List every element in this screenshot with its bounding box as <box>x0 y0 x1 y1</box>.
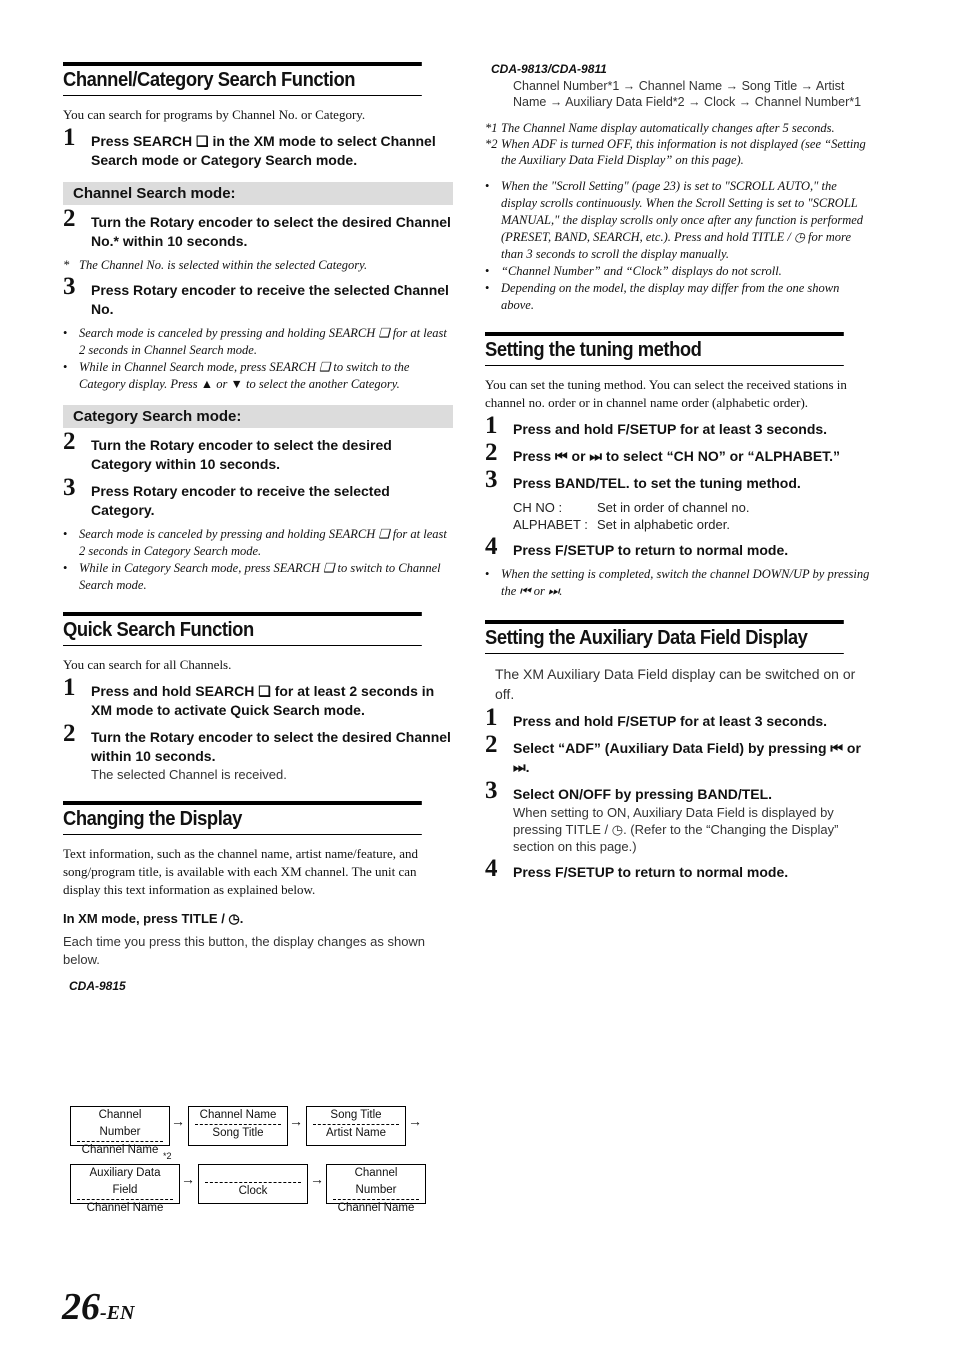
step-text: Press F/SETUP to return to normal mode. <box>513 542 789 558</box>
step <box>63 124 453 170</box>
step-text: Press ⏮ or ⏭ to select “CH NO” or “ALPHABET.” <box>513 448 841 464</box>
step <box>63 720 453 783</box>
step-text: Select ON/OFF by pressing BAND/TEL. <box>513 786 773 802</box>
step-result: When setting to ON, Auxiliary Data Field is displayed by pressing TITLE / ◷. (Refer to the “Changing the Display” section on this page.) <box>513 805 839 854</box>
box-bottom-text: Channel Name <box>86 1202 164 1214</box>
step-text: Press and hold F/SETUP for at least 3 seconds. <box>513 421 828 437</box>
step <box>485 466 875 493</box>
notes-list <box>485 178 875 314</box>
step <box>63 428 453 474</box>
footnote <box>63 257 453 273</box>
instruction-lead: In XM mode, press TITLE / ◷. <box>63 911 244 926</box>
step-number: 2 <box>63 720 76 747</box>
definition-desc: Set in order of channel no. <box>597 500 750 515</box>
step <box>63 674 453 720</box>
intro-text: You can search for programs by Channel No. or Category. <box>63 107 366 122</box>
footnote-mark: *2 <box>163 1151 172 1161</box>
step-text: Select “ADF” (Auxiliary Data Field) by pressing ⏮ or ⏭. <box>513 740 861 775</box>
footnote-text: The Channel No. is selected within the selected Category. <box>79 258 368 272</box>
box-top-text: Song Title <box>313 1107 399 1125</box>
step-number: 3 <box>485 777 498 804</box>
step-number: 1 <box>485 412 498 439</box>
note-item: • When the "Scroll Setting" (page 23) is set to "SCROLL AUTO," the display scrolls continuously. When the Scroll Setting is set to "SCROLL MANUAL," the display scrolls only once after any function is performed (PRESET, BAND, SEARCH, etc.). Press and hold TITLE / ◷ for more than 3 seconds to scroll the display manually. <box>485 178 875 263</box>
step-number: 3 <box>485 466 498 493</box>
subheading-category-search: Category Search mode: <box>63 405 453 428</box>
intro-text: Text information, such as the channel name, artist name/feature, and song/program title, is available with each XM channel. The unit can display this text information as explained below. <box>63 846 419 897</box>
step <box>63 474 453 520</box>
step-text: Press Rotary encoder to receive the selected Channel No. <box>91 282 449 317</box>
step-text: Turn the Rotary encoder to select the desired Channel within 10 seconds. <box>91 729 451 764</box>
step <box>485 777 875 855</box>
display-box <box>70 1106 170 1156</box>
page-number-value: 26 <box>62 1286 100 1328</box>
arrow-icon: → <box>289 1113 303 1129</box>
step-text: Turn the Rotary encoder to select the desired Category within 10 seconds. <box>91 437 392 472</box>
step-number: 4 <box>485 855 498 882</box>
left-column <box>63 62 453 993</box>
step <box>485 439 875 466</box>
step-result: The selected Channel is received. <box>91 767 287 782</box>
step <box>485 731 875 777</box>
box-top-text: Channel Number <box>333 1165 419 1200</box>
display-box <box>70 1164 180 1214</box>
step-number: 2 <box>63 205 76 232</box>
step-number: 2 <box>485 439 498 466</box>
step <box>485 855 875 882</box>
definition-term: ALPHABET : <box>513 517 588 532</box>
note-item: • Search mode is canceled by pressing and holding SEARCH ❑ for at least 2 seconds in Channel Search mode. <box>63 325 453 359</box>
box-top-text: Auxiliary Data Field <box>77 1165 173 1200</box>
note-item: • While in Channel Search mode, press SEARCH ❑ to switch to the Category display. Press ▲ or ▼ to select the another Category. <box>63 359 453 393</box>
display-sequence: Channel Number*1 → Channel Name → Song Title → Artist Name → Auxiliary Data Field*2 → Clock → Channel Number*1 <box>513 79 862 109</box>
note-item: • “Channel Number” and “Clock” displays do not scroll. <box>485 263 875 280</box>
step-text: Press Rotary encoder to receive the selected Category. <box>91 483 390 518</box>
box-bottom-text: Artist Name <box>325 1127 387 1139</box>
step-number: 2 <box>485 731 498 758</box>
definition-desc: Set in alphabetic order. <box>597 517 730 532</box>
note-item: • Search mode is canceled by pressing and holding SEARCH ❑ for at least 2 seconds in Category Search mode. <box>63 526 453 560</box>
step-text: Press BAND/TEL. to set the tuning method. <box>513 475 801 491</box>
display-box <box>326 1164 426 1214</box>
model-label: CDA-9815 <box>69 979 126 993</box>
notes-list <box>485 566 875 600</box>
notes-list <box>63 526 453 594</box>
box-bottom-text: Channel Name <box>337 1202 415 1214</box>
step-text: Press and hold SEARCH ❑ for at least 2 seconds in XM mode to activate Quick Search mode. <box>91 683 435 718</box>
section-title-changing-display: Changing the Display <box>63 801 422 835</box>
box-top-text <box>205 1173 301 1183</box>
description-text: Each time you press this button, the display changes as shown below. <box>63 934 426 967</box>
footnote-mark: *2 <box>485 137 498 151</box>
note-item: • Depending on the model, the display may differ from the one shown above. <box>485 280 875 314</box>
definition-row <box>513 516 875 533</box>
intro-text: You can search for all Channels. <box>63 657 232 672</box>
step-text: Press SEARCH ❑ in the XM mode to select Channel Search mode or Category Search mode. <box>91 133 436 168</box>
display-box <box>188 1106 288 1146</box>
step <box>63 205 453 251</box>
step-text: Press and hold F/SETUP for at least 3 seconds. <box>513 713 828 729</box>
step <box>485 412 875 439</box>
step-number: 1 <box>63 124 76 151</box>
intro-text: You can set the tuning method. You can select the received stations in channel no. order or in channel name order (alphabetic order). <box>485 377 847 410</box>
page-number <box>62 1285 134 1329</box>
step-number: 1 <box>485 704 498 731</box>
section-title-tuning-method: Setting the tuning method <box>485 332 844 366</box>
notes-list <box>63 325 453 393</box>
footnote-mark: *1 <box>485 121 498 135</box>
arrow-icon: → <box>181 1171 195 1187</box>
note-item: • While in Category Search mode, press SEARCH ❑ to switch to Channel Search mode. <box>63 560 453 594</box>
box-top-text: Channel Name <box>195 1107 281 1125</box>
step-number: 2 <box>63 428 76 455</box>
display-box <box>198 1164 308 1204</box>
section-title-quick-search: Quick Search Function <box>63 612 422 646</box>
step-number: 4 <box>485 533 498 560</box>
step-number: 3 <box>63 474 76 501</box>
arrow-icon: → <box>171 1113 185 1129</box>
model-label: CDA-9813/CDA-9811 <box>491 62 607 76</box>
definition-term: CH NO : <box>513 500 563 515</box>
subheading-channel-search: Channel Search mode: <box>63 182 453 205</box>
step <box>485 704 875 731</box>
step-number: 1 <box>63 674 76 701</box>
arrow-icon: → <box>408 1113 422 1129</box>
step-number: 3 <box>63 273 76 300</box>
box-top-text: Channel Number <box>77 1107 163 1142</box>
intro-text: The XM Auxiliary Data Field display can be switched on or off. <box>495 666 856 702</box>
display-box <box>306 1106 406 1146</box>
box-bottom-text: Song Title <box>212 1127 264 1139</box>
arrow-icon: → <box>310 1171 324 1187</box>
step <box>63 273 453 319</box>
section-title-channel-category-search: Channel/Category Search Function <box>63 62 422 96</box>
right-column <box>485 62 875 888</box>
footnote-text: The Channel Name display automatically changes after 5 seconds. <box>501 121 835 135</box>
definition-list <box>485 499 875 533</box>
section-title-adf-display: Setting the Auxiliary Data Field Display <box>485 620 844 654</box>
footnote <box>485 136 875 168</box>
footnote-text: When ADF is turned OFF, this information is not displayed (see “Setting the Auxiliary Data Field Display” on this page). <box>501 137 866 167</box>
note-item: • When the setting is completed, switch the channel DOWN/UP by pressing the ⏮ or ⏭. <box>485 566 875 600</box>
definition-row <box>513 499 875 516</box>
box-bottom-text: Clock <box>238 1185 268 1197</box>
footnote <box>485 120 875 136</box>
step <box>485 533 875 560</box>
step-text: Press F/SETUP to return to normal mode. <box>513 864 789 880</box>
page-number-suffix: -EN <box>100 1302 135 1324</box>
box-bottom-text: Channel Name <box>81 1144 159 1156</box>
footnote-mark: * <box>63 258 70 272</box>
step-text: Turn the Rotary encoder to select the desired Channel No.* within 10 seconds. <box>91 214 451 249</box>
